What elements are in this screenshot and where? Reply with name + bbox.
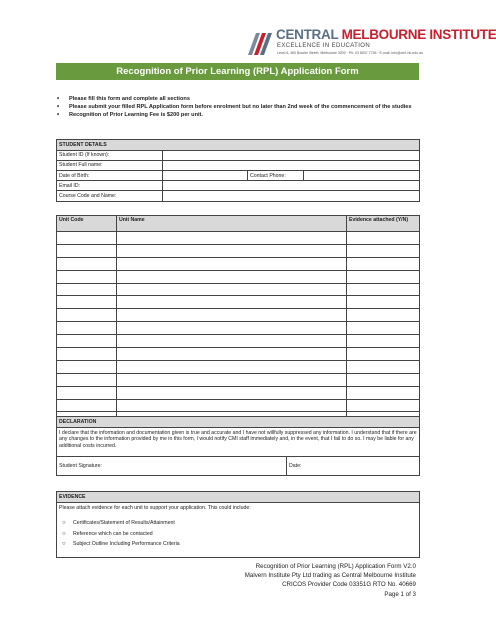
- unit-code-cell[interactable]: [57, 309, 117, 322]
- table-row: [57, 360, 420, 373]
- unit-code-cell[interactable]: [57, 322, 117, 335]
- instructions-list: [57, 95, 422, 119]
- unit-code-cell[interactable]: [57, 257, 117, 270]
- units-table: [56, 215, 420, 425]
- student-signature-field[interactable]: [57, 457, 287, 476]
- declaration-table: [56, 416, 420, 476]
- evidence-cell[interactable]: [347, 399, 420, 412]
- unit-code-cell[interactable]: [57, 232, 117, 245]
- evidence-cell[interactable]: [347, 386, 420, 399]
- unit-name-cell[interactable]: [117, 244, 347, 257]
- unit-name-cell[interactable]: [117, 348, 347, 361]
- evidence-table: [56, 491, 420, 558]
- evidence-cell[interactable]: [347, 322, 420, 335]
- dob-label: Date of Birth:: [57, 170, 163, 180]
- bullet-icon: •: [57, 104, 60, 110]
- unit-code-header: Unit Code: [57, 216, 117, 232]
- table-row: [57, 244, 420, 257]
- logo-name-part2: MELBOURNE INSTITUTE: [341, 27, 496, 42]
- evidence-cell[interactable]: [347, 270, 420, 283]
- unit-name-cell[interactable]: [117, 309, 347, 322]
- instruction-item: • Recognition of Prior Learning Fee is $200 per unit.: [57, 112, 203, 118]
- unit-name-cell[interactable]: [117, 232, 347, 245]
- student-id-label: Student ID (If known):: [57, 150, 163, 160]
- evidence-attached-header: Evidence attached (Y/N): [347, 216, 420, 232]
- table-row: [57, 296, 420, 309]
- unit-code-cell[interactable]: [57, 360, 117, 373]
- logo-emblem-icon: [246, 29, 276, 59]
- bullet-icon: •: [57, 112, 60, 118]
- unit-name-cell[interactable]: [117, 399, 347, 412]
- unit-name-cell[interactable]: [117, 257, 347, 270]
- unit-name-cell[interactable]: [117, 386, 347, 399]
- email-label: Email ID:: [57, 181, 163, 191]
- course-label: Course Code and Name:: [57, 191, 163, 201]
- course-field[interactable]: [163, 191, 420, 201]
- footer-page-number: Page 1 of 3: [384, 590, 416, 598]
- unit-name-cell[interactable]: [117, 283, 347, 296]
- evidence-cell[interactable]: [347, 348, 420, 361]
- evidence-cell[interactable]: [347, 335, 420, 348]
- date-label: Date:: [289, 463, 302, 469]
- table-row: [57, 348, 420, 361]
- evidence-item: ○ Reference which can be contacted: [59, 529, 417, 540]
- contact-phone-field[interactable]: [304, 170, 420, 180]
- student-details-table: [56, 139, 420, 202]
- evidence-item: ○ Subject Outline Including Performance Criteria: [59, 539, 417, 550]
- unit-name-cell[interactable]: [117, 360, 347, 373]
- email-field[interactable]: [163, 181, 420, 191]
- declaration-text: I declare that the information and documentation given is true and accurate and I have not willfully suppressed any information. I understand that if there are any changes to the information provided by me in this form, I would notify CMI staff immediately and, in the event, that I fail to do so. I may be liable for any additional costs incurred.: [57, 428, 420, 457]
- table-row: [57, 270, 420, 283]
- date-field[interactable]: [287, 457, 420, 476]
- unit-code-cell[interactable]: [57, 348, 117, 361]
- logo-address: Level 6, 460 Bourke Street, Melbourne 3000 · Ph: 03 8637 7736 · E-mail: info@cmi.vic.edu.au: [277, 51, 423, 55]
- unit-name-cell[interactable]: [117, 296, 347, 309]
- student-details-heading: STUDENT DETAILS: [57, 140, 420, 151]
- evidence-cell[interactable]: [347, 244, 420, 257]
- footer-provider-code: CRICOS Provider Code 03351G RTO No. 40669: [282, 581, 416, 589]
- institute-logo: [246, 27, 496, 67]
- full-name-field[interactable]: [163, 160, 420, 170]
- unit-code-cell[interactable]: [57, 386, 117, 399]
- footer-trading-name: Malvern Institute Pty Ltd trading as Central Melbourne Institute: [244, 572, 416, 580]
- table-row: [57, 386, 420, 399]
- evidence-cell[interactable]: [347, 257, 420, 270]
- logo-tagline: EXCELLENCE IN EDUCATION: [277, 43, 371, 49]
- unit-code-cell[interactable]: [57, 244, 117, 257]
- evidence-item: ○ Certificates/Statement of Results/Attainment: [59, 518, 417, 529]
- instruction-item: • Please fill this form and complete all sections: [57, 96, 190, 102]
- table-row: [57, 335, 420, 348]
- evidence-cell[interactable]: [347, 360, 420, 373]
- circle-bullet-icon: ○: [62, 530, 66, 537]
- evidence-cell[interactable]: [347, 296, 420, 309]
- evidence-cell[interactable]: [347, 232, 420, 245]
- unit-code-cell[interactable]: [57, 373, 117, 386]
- contact-phone-label: Contact Phone:: [248, 170, 304, 180]
- table-row: [57, 257, 420, 270]
- evidence-intro: Please attach evidence for each unit to support your application. This could include:: [59, 505, 251, 511]
- logo-name: [276, 27, 496, 42]
- circle-bullet-icon: ○: [62, 520, 66, 526]
- table-row: [57, 399, 420, 412]
- unit-code-cell[interactable]: [57, 335, 117, 348]
- unit-name-cell[interactable]: [117, 322, 347, 335]
- logo-name-part1: CENTRAL: [276, 27, 339, 42]
- unit-code-cell[interactable]: [57, 296, 117, 309]
- unit-name-header: Unit Name: [117, 216, 347, 232]
- table-row: [57, 322, 420, 335]
- table-row: [57, 373, 420, 386]
- unit-name-cell[interactable]: [117, 335, 347, 348]
- table-row: [57, 309, 420, 322]
- footer-form-version: Recognition of Prior Learning (RPL) Application Form V2.0: [255, 563, 416, 570]
- unit-name-cell[interactable]: [117, 373, 347, 386]
- evidence-body: [57, 503, 420, 558]
- instruction-item: • Please submit your filled RPL Application form before enrolment but no later than 2nd week of the commencement of the studies: [57, 104, 412, 110]
- signature-label: Student Signature:: [59, 463, 102, 469]
- dob-field[interactable]: [163, 170, 248, 180]
- table-row: [57, 283, 420, 296]
- table-row: [57, 232, 420, 245]
- form-title: Recognition of Prior Learning (RPL) Application Form: [56, 63, 419, 80]
- circle-bullet-icon: ○: [62, 541, 66, 547]
- page-footer: [245, 562, 416, 599]
- evidence-cell[interactable]: [347, 309, 420, 322]
- unit-name-cell[interactable]: [117, 270, 347, 283]
- unit-code-cell[interactable]: [57, 399, 117, 412]
- declaration-heading: DECLARATION: [57, 417, 420, 428]
- evidence-cell[interactable]: [347, 283, 420, 296]
- evidence-heading: EVIDENCE: [57, 492, 420, 503]
- student-id-field[interactable]: [163, 150, 420, 160]
- unit-code-cell[interactable]: [57, 270, 117, 283]
- unit-code-cell[interactable]: [57, 283, 117, 296]
- evidence-cell[interactable]: [347, 373, 420, 386]
- bullet-icon: •: [57, 96, 60, 102]
- full-name-label: Student Full name:: [57, 160, 163, 170]
